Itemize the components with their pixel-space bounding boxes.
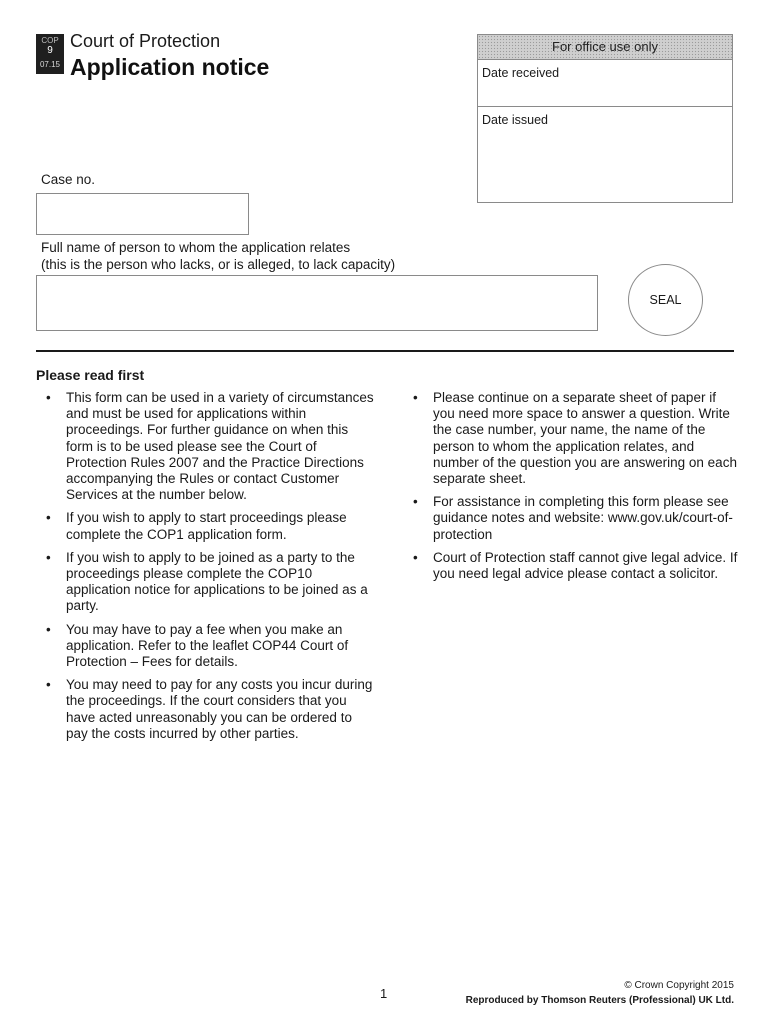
guidance-item bbox=[413, 550, 738, 582]
page-number: 1 bbox=[380, 986, 388, 1001]
guidance-item bbox=[46, 510, 376, 542]
guidance-right-column bbox=[413, 390, 738, 589]
date-issued-field[interactable] bbox=[478, 107, 732, 127]
guidance-item bbox=[46, 677, 376, 742]
badge-prefix: COP bbox=[41, 36, 59, 45]
guidance-text: This form can be used in a variety of circumstances and must be used for applications within proceedings. For further guidance on when this form is to be used please see the Court of Protection Rules 2007 and the Practice Directions accompanying the Rules or contact Customer Services at the number below. bbox=[66, 390, 374, 503]
date-issued-label: Date issued bbox=[482, 113, 549, 127]
bullet-icon: • bbox=[46, 390, 51, 405]
office-use-box bbox=[477, 34, 733, 203]
guidance-text: If you wish to apply to start proceedings please complete the COP1 application form. bbox=[66, 510, 347, 542]
bullet-icon: • bbox=[413, 494, 418, 510]
guidance-item bbox=[46, 390, 376, 503]
bullet-icon: • bbox=[413, 390, 418, 405]
full-name-label-line2: (this is the person who lacks, or is alleged, to lack capacity) bbox=[41, 256, 396, 272]
copyright-text: © Crown Copyright 2015 bbox=[624, 980, 734, 991]
case-no-label: Case no. bbox=[41, 172, 96, 187]
section-divider bbox=[36, 350, 734, 352]
date-received-field[interactable] bbox=[478, 60, 732, 107]
guidance-text: For assistance in completing this form please see guidance notes and website: www.gov.uk/court-of-protection bbox=[433, 494, 733, 542]
copyright-block bbox=[466, 978, 734, 1008]
guidance-left-column bbox=[46, 390, 376, 749]
guidance-text: Please continue on a separate sheet of paper if you need more space to answer a question. Write the case number, your name, the name of the person to whom the application relates, and number of the question you are answering on each separate sheet. bbox=[433, 390, 737, 487]
form-code-badge bbox=[36, 34, 64, 74]
reproduced-by-text: Reproduced by Thomson Reuters (Professional) UK Ltd. bbox=[465, 995, 734, 1006]
date-received-label: Date received bbox=[482, 66, 560, 80]
office-use-heading: For office use only bbox=[478, 35, 732, 60]
guidance-text: If you wish to apply to be joined as a party to the proceedings please complete the COP10 application notice for applications to be joined as a party. bbox=[66, 549, 368, 614]
guidance-text: You may have to pay a fee when you make an application. Refer to the leaflet COP44 Court of Protection – Fees for details. bbox=[66, 621, 349, 670]
full-name-label-line1: Full name of person to whom the application relates bbox=[41, 240, 351, 255]
badge-number: 9 bbox=[47, 45, 53, 56]
full-name-input[interactable] bbox=[36, 275, 598, 331]
guidance-item bbox=[46, 622, 376, 671]
form-title: Application notice bbox=[70, 54, 270, 80]
seal-circle bbox=[628, 264, 703, 336]
bullet-icon: • bbox=[46, 677, 51, 693]
bullet-icon: • bbox=[46, 621, 51, 637]
case-no-input[interactable] bbox=[36, 193, 249, 235]
guidance-text: You may need to pay for any costs you incur during the proceedings. If the court considers that you have acted unreasonably you can be ordered to pay the costs incurred by other parties. bbox=[66, 677, 373, 741]
full-name-label bbox=[41, 240, 395, 273]
guidance-item bbox=[46, 550, 376, 615]
seal-label: SEAL bbox=[649, 293, 682, 307]
guidance-item bbox=[413, 494, 738, 543]
badge-date: 07.15 bbox=[39, 60, 61, 69]
bullet-icon: • bbox=[46, 549, 51, 565]
guidance-item bbox=[413, 390, 738, 487]
bullet-icon: • bbox=[413, 549, 418, 565]
bullet-icon: • bbox=[46, 510, 51, 526]
guidance-text: Court of Protection staff cannot give legal advice. If you need legal advice please contact a solicitor. bbox=[433, 549, 738, 582]
read-first-heading: Please read first bbox=[36, 367, 145, 383]
court-name: Court of Protection bbox=[70, 31, 221, 51]
